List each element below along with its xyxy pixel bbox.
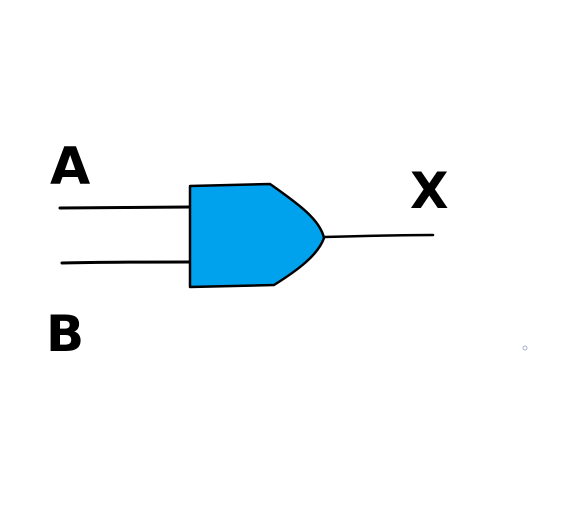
output-x-wire	[324, 235, 433, 237]
stray-marker-dot	[523, 346, 527, 350]
and-gate	[190, 184, 324, 287]
input-a-label: A	[50, 137, 91, 197]
output-x-label: X	[410, 162, 449, 220]
input-b-label: B	[46, 305, 85, 363]
input-a-wire	[60, 207, 190, 208]
input-b-wire	[62, 262, 190, 263]
